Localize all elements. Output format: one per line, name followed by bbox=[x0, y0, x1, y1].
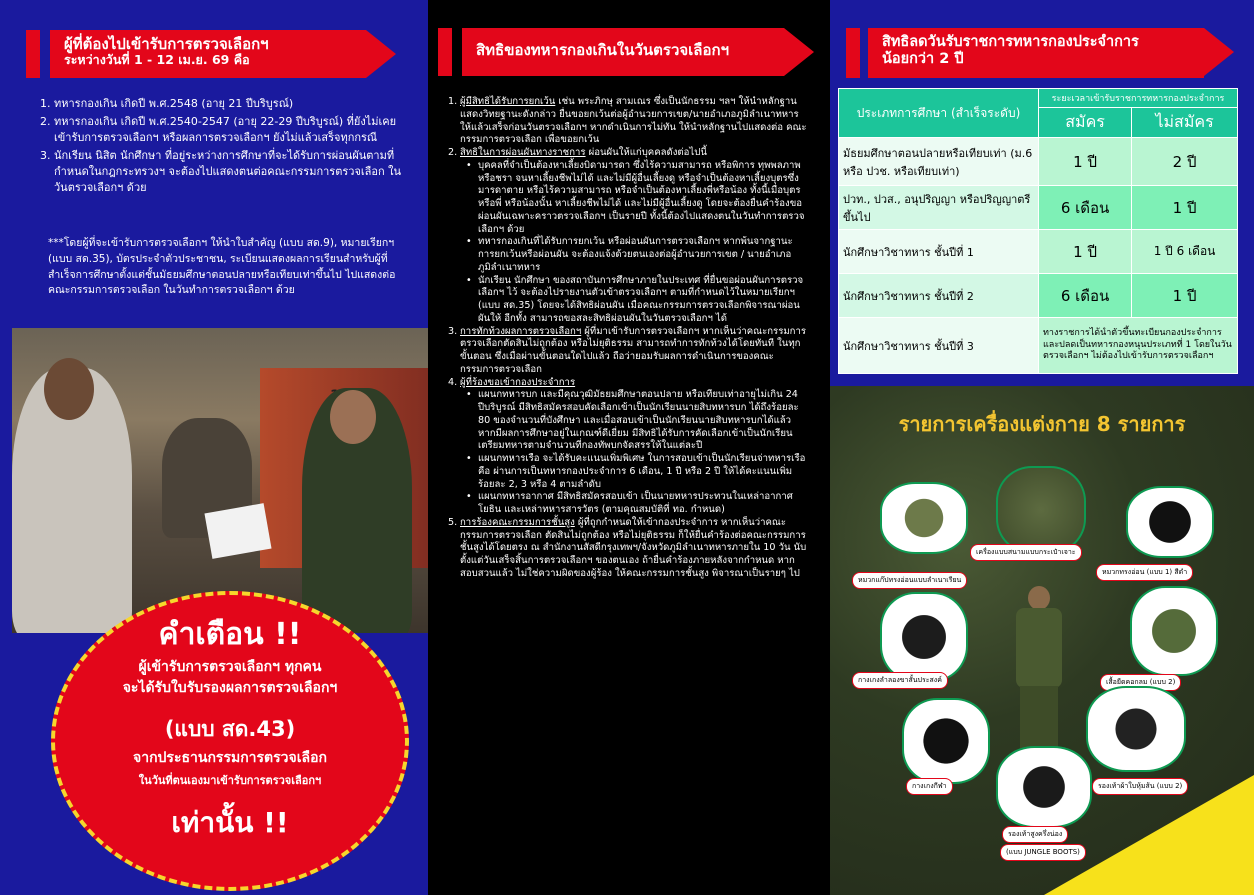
item-text: นักเรียน นิสิต นักศึกษา ที่อยู่ระหว่างการศึกษาที่จะได้รับการผ่อนผันตามที่กำหนดในกฎกระทรวงฯ จะต้องไปแสดงตนต่อคณะกรรมการตรวจเลือก ในวันตรวจเลือกฯ ด้วย bbox=[54, 148, 402, 194]
col-apply: สมัคร bbox=[1039, 108, 1132, 138]
jungle-boots-label: รองเท้าสูงครึ่งน่อง bbox=[1002, 826, 1068, 843]
col-education-type: ประเภทการศึกษา (สำเร็จระดับ) bbox=[839, 89, 1039, 138]
item-number: 2. bbox=[40, 114, 51, 128]
uniform-title: รายการเครื่องแต่งกาย 8 รายการ bbox=[898, 412, 1186, 436]
panel3-header bbox=[846, 28, 1226, 78]
panel-who-must-attend bbox=[0, 0, 428, 895]
sport-pants-label: กางเกงกีฬา bbox=[906, 778, 953, 795]
officer-head bbox=[330, 390, 376, 444]
rights-section-4 bbox=[448, 377, 808, 390]
bullet-dot-icon: • bbox=[466, 274, 472, 286]
row-noapply: 1 ปี bbox=[1132, 274, 1238, 318]
section-heading: สิทธิในการผ่อนผันทางราชการ bbox=[460, 147, 586, 158]
rights-text bbox=[448, 96, 808, 581]
table-header-row bbox=[839, 89, 1238, 108]
warning-from: จากประธานกรรมการตรวจเลือก bbox=[133, 750, 327, 766]
bullet-item bbox=[448, 389, 808, 453]
warning-line1-text: ผู้เข้ารับการตรวจเลือกฯ ทุกคน bbox=[138, 659, 322, 675]
header-title-box bbox=[50, 30, 366, 78]
warning-form: (แบบ สด.43) bbox=[164, 717, 296, 741]
corner-accent-triangle bbox=[1044, 775, 1254, 895]
row-type: มัธยมศึกษาตอนปลายหรือเทียบเท่า (ม.6 หรือ ปวช. หรือเทียบเท่า) bbox=[839, 138, 1039, 186]
row-noapply: 2 ปี bbox=[1132, 138, 1238, 186]
table-row bbox=[839, 186, 1238, 230]
header-title-box bbox=[868, 28, 1204, 78]
shorts-label: กางเกงลำลองขาสั้นประสงค์ bbox=[852, 672, 948, 689]
section-body bbox=[460, 147, 707, 160]
attendee-list bbox=[40, 96, 405, 198]
list-item bbox=[40, 96, 405, 112]
panel-rights bbox=[428, 0, 830, 895]
section-heading: การทักท้วงผลการตรวจเลือกฯ bbox=[460, 325, 582, 337]
rights-section-1 bbox=[448, 96, 808, 147]
table-row bbox=[839, 274, 1238, 318]
beret-label: หมวกทรงอ่อน (แบบ 1) สีดำ bbox=[1096, 564, 1193, 581]
warning-day: ในวันที่ตนเองมาเข้ารับการตรวจเลือกฯ bbox=[138, 774, 322, 787]
section-number: 1. bbox=[448, 96, 458, 107]
row-apply: 1 ปี bbox=[1039, 230, 1132, 274]
field-shirt-image bbox=[996, 466, 1086, 554]
beret-image bbox=[1126, 486, 1214, 558]
table-row bbox=[839, 138, 1238, 186]
list-item bbox=[40, 148, 405, 196]
cap-label: หมวกแก๊ปทรงอ่อนแบบลำเนาเรียน bbox=[852, 572, 967, 589]
shorts-image bbox=[880, 592, 968, 682]
panel1-title: ผู้ที่ต้องไปเข้ารับการตรวจเลือกฯ bbox=[64, 35, 269, 53]
col-service-period: ระยะเวลาเข้ารับราชการทหารกองประจำการ bbox=[1039, 89, 1238, 108]
bullet-dot-icon: • bbox=[466, 236, 472, 248]
uniform-section bbox=[830, 386, 1254, 895]
bullet-text: ทหารกองเกินที่ได้รับการยกเว้น หรือผ่อนผันการตรวจเลือกฯ หากพ้นจากฐานะ การยกเว้นหรือผ่อนผัน จะต้องแจ้งด้วยตนเองต่อผู้อำนวยการเขต / นายอำเภอภูมิลำเนาทหาร bbox=[478, 236, 793, 273]
panel1-header bbox=[22, 30, 382, 78]
row-apply: 1 ปี bbox=[1039, 138, 1132, 186]
list-item bbox=[40, 114, 405, 146]
panel1-subtitle: ระหว่างวันที่ 1 - 12 เม.ย. 69 คือ bbox=[64, 52, 250, 68]
section-body bbox=[460, 517, 808, 581]
field-shirt-label: เครื่องแบบสนามแบบกระเป๋าเจาะ bbox=[970, 544, 1082, 561]
tshirt-image bbox=[1130, 586, 1218, 676]
col-noapply: ไม่สมัคร bbox=[1132, 108, 1238, 138]
section-body bbox=[460, 326, 808, 377]
header-accent-bar bbox=[26, 30, 40, 78]
row-noapply: 1 ปี bbox=[1132, 186, 1238, 230]
section-text: ผู้ที่ถูกกำหนดให้เข้ากองประจำการ หากเห็นว่าคณะกรรมการตรวจเลือก ตัดสินไม่ถูกต้อง หรือไม่ยุติธรรม ก็ให้ยื่นคำร้องต่อคณะกรรมการชั้นสูงได้โดยตรง ณ สำนักงานสัสดีกรุงเทพฯ/จังหวัดภูมิลำเนาทหารภายใน 10 วัน นับตั้งแต่วันเสร็จสิ้นการตรวจเลือกฯ ของตนเอง ถ้ายื่นคำร้องภายหลังจากกำหนด หากสอบสวนแล้ว ไม่ใช่ความผิดของผู้ร้อง ให้คณะกรรมการชั้นสูง พิจารณาเป็นรายๆ ไป bbox=[460, 516, 807, 579]
row-noapply: 1 ปี 6 เดือน bbox=[1132, 230, 1238, 274]
sneakers-label: รองเท้าผ้าใบหุ้มส้น (แบบ 2) bbox=[1092, 778, 1188, 795]
panel3-title: สิทธิลดวันรับราชการทหารกองประจำการ bbox=[882, 34, 1139, 50]
bullet-item bbox=[448, 275, 808, 326]
row-apply: 6 เดือน bbox=[1039, 274, 1132, 318]
warning-only: เท่านั้น !! bbox=[171, 806, 289, 839]
section-text: เช่น พระภิกษุ สามเณร ซึ่งเป็นนักธรรม ฯลฯ ให้นำหลักฐานแสดงวิทยฐานะดังกล่าว ยื่นขอยกเว้นต่อผู้อำนวยการเขต/นายอำเภอภูมิลำเนาทหาร ให้แล้วเสร็จก่อนวันตรวจเลือกฯ หากดำเนินการไม่ทัน ให้นำหลักฐานไปแสดงต่อ คณะกรรมการตรวจเลือก เพื่อขอยกเว้น bbox=[460, 96, 807, 146]
rights-section-2 bbox=[448, 147, 808, 160]
section-number: 3. bbox=[448, 325, 458, 337]
item-text: ทหารกองเกิน เกิดปี พ.ศ.2540-2547 (อายุ 22-29 ปีบริบูรณ์) ที่ยังไม่เคยเข้ารับการตรวจเลือกฯ หรือผลการตรวจเลือกฯ ยังไม่แล้วเสร็จทุกกรณี bbox=[54, 114, 397, 144]
table-row bbox=[839, 230, 1238, 274]
jungle-boots-type-label: (แบบ JUNGLE BOOTS) bbox=[1000, 844, 1086, 861]
bullet-dot-icon: • bbox=[466, 491, 472, 503]
section-heading: การร้องคณะกรรมการชั้นสูง bbox=[460, 516, 575, 528]
row-apply: 6 เดือน bbox=[1039, 186, 1132, 230]
bullet-text: แผนกทหารเรือ จะได้รับคะแนนเพิ่มพิเศษ ในการสอบเข้าเป็นนักเรียนจ่าทหารเรือ คือ ผ่านการเป็นทหารกองประจำการ 6 เดือน, 1 ปี หรือ 2 ปี ให้ได้คะแนนเพิ่มร้อยละ 2, 3 หรือ 4 ตามลำดับ bbox=[478, 453, 806, 490]
bullet-item bbox=[448, 491, 808, 517]
item-number: 3. bbox=[40, 148, 51, 162]
section-heading: ผู้ที่ร้องขอเข้ากองประจำการ bbox=[460, 376, 576, 388]
section-number: 4. bbox=[448, 376, 458, 388]
tshirt-label: เสื้อยืดคอกลม (แบบ 2) bbox=[1100, 674, 1181, 691]
section-text: ผู้ที่มาเข้ารับการตรวจเลือกฯ หากเห็นว่าคณะกรรมการตรวจเลือกตัดสินไม่ถูกต้อง หรือไม่ยุติธรรม สามารถทำการทักท้วงได้โดยทันที ในทุกขั้นตอน ซึ่งเมื่อผ่านขั้นตอนใดไปแล้ว ถือว่ายอมรับผลการดำเนินการของคณะกรรมการตรวจเลือก bbox=[460, 325, 807, 375]
soldier-body bbox=[1016, 608, 1062, 688]
row-type: นักศึกษาวิชาทหาร ชั้นปีที่ 2 bbox=[839, 274, 1039, 318]
soldier-figure bbox=[1008, 586, 1070, 766]
warning-title: คำเตือน !! bbox=[158, 617, 302, 652]
row-type: ปวท., ปวส., อนุปริญญา หรือปริญญาตรีขึ้นไป bbox=[839, 186, 1039, 230]
row-type: นักศึกษาวิชาทหาร ชั้นปีที่ 3 bbox=[839, 318, 1039, 374]
bullet-item bbox=[448, 453, 808, 491]
bullet-dot-icon: • bbox=[466, 453, 472, 464]
section-number: 2. bbox=[448, 147, 458, 158]
rights-section-3 bbox=[448, 326, 808, 377]
warning-line2-text: จะได้รับใบรับรองผลการตรวจเลือกฯ bbox=[122, 680, 338, 696]
warning-badge bbox=[51, 591, 409, 891]
table-row bbox=[839, 318, 1238, 374]
bullet-text: บุคคลที่จำเป็นต้องหาเลี้ยงบิดามารดา ซึ่งไร้ความสามารถ หรือพิการ ทุพพลภาพ หรือชรา จนหาเลี้ยงชีพไม่ได้ และไม่มีผู้อื่นเลี้ยงดู หรือจำเป็นต้องหาเลี้ยงบุตรซึ่งมารดาตาย หรือไร้ความสามารถ หรือจำเป็นต้องหาเลี้ยงพี่หรือน้อง ทั้งนี้เมื่อบุตร หรือพี่ หรือน้องนั้น หาเลี้ยงชีพไม่ได้ และไม่มีผู้อื่นเลี้ยงดู โดยจะต้องยื่นคำร้องขอผ่อนผันเฉพาะคราวตรวจเลือกฯ เป็นรายปี ทั้งนี้ต้องไปแสดงตนในวันทำการตรวจเลือกฯ ด้วย bbox=[478, 159, 805, 235]
rights-section-5 bbox=[448, 517, 808, 581]
row-type: นักศึกษาวิชาทหาร ชั้นปีที่ 1 bbox=[839, 230, 1039, 274]
header-accent-bar bbox=[846, 28, 860, 78]
cap-image bbox=[880, 482, 968, 554]
sneakers-image bbox=[1086, 686, 1186, 772]
section-text: ผ่อนผันให้แก่บุคคลดังต่อไปนี้ bbox=[585, 147, 707, 158]
panel2-header bbox=[438, 28, 808, 76]
bullet-text: นักเรียน นักศึกษา ของสถาบันการศึกษาภายในประเทศ ที่ยื่นขอผ่อนผันการตรวจเลือกฯ ไว้ จะต้องไปรายงานตัวเข้าตรวจเลือกฯ ตามที่กำหนดไว้ในหมายเรียกฯ (แบบ สด.35) โดยจะได้สิทธิผ่อนผัน เมื่อคณะกรรมการตรวจเลือกพิจารณาผ่อนผันให้ อีกทั้ง สามารถขอสละสิทธิผ่อนผันในวันตรวจเลือกฯ ได้ bbox=[478, 274, 804, 324]
section-number: 5. bbox=[448, 516, 458, 528]
panel-service-reduction bbox=[830, 0, 1254, 895]
bullet-item bbox=[448, 236, 808, 274]
soldier-head bbox=[1028, 586, 1050, 610]
registration-photo bbox=[12, 328, 430, 633]
warning-line1 bbox=[55, 657, 405, 699]
header-accent-bar bbox=[438, 28, 452, 76]
bullet-item bbox=[448, 160, 808, 237]
bullet-text: แผนกทหารอากาศ มีสิทธิสมัครสอบเข้า เป็นนายทหารประทวนในเหล่าอากาศโยธิน และเหล่าทหารสารวัตร (ตามคุณสมบัติที่ ทอ. กำหนด) bbox=[478, 491, 793, 515]
sport-pants-image bbox=[902, 698, 990, 784]
item-number: 1. bbox=[40, 97, 51, 110]
panel3-subtitle: น้อยกว่า 2 ปี bbox=[882, 50, 964, 67]
service-reduction-table bbox=[838, 88, 1238, 374]
panel2-title: สิทธิของทหารกองเกินในวันตรวจเลือกฯ bbox=[462, 28, 784, 76]
bullet-text: แผนกทหารบก และมีคุณวุฒิมัธยมศึกษาตอนปลาย หรือเทียบเท่าอายุไม่เกิน 24 ปีบริบูรณ์ มีสิทธิสมัครสอบคัดเลือกเข้าเป็นนักเรียนนายสิบทหารบก ได้ถึงร้อยละ 80 ของจำนวนที่บังศึกษา และเมื่อสอบเข้าเป็นนักเรียนนายสิบทหารบกได้แล้ว หากมีผลการศึกษาอยู่ในเกณฑ์ดีเยี่ยม มีสิทธิได้รับการคัดเลือกเข้าเป็นนักเรียนเตรียมทหารตามจำนวนที่กองทัพบกจัดสรรให้ในแต่ละปี bbox=[478, 389, 799, 452]
young-man-head bbox=[44, 358, 94, 420]
section-heading: ผู้มีสิทธิได้รับการยกเว้น bbox=[460, 96, 556, 107]
documents-note: ***โดยผู้ที่จะเข้ารับการตรวจเลือกฯ ให้นำใบสำคัญ (แบบ สด.9), หมายเรียกฯ (แบบ สด.35), บัตรประจำตัวประชาชน, ระเบียนแสดงผลการเรียนสำหรับผู้ที่สำเร็จการศึกษาตั้งแต่ชั้นมัธยมศึกษาตอนปลายหรือเทียบเท่าขึ้นไป ไปแสดงต่อคณะกรรมการตรวจเลือก ในวันทำการตรวจเลือกฯ ด้วย bbox=[48, 237, 396, 297]
section-body bbox=[460, 96, 808, 147]
bullet-dot-icon: • bbox=[466, 389, 472, 401]
bullet-dot-icon: • bbox=[466, 159, 472, 171]
row-merged-note: ทางราชการได้นำตัวขึ้นทะเบียนกองประจำการ และปลดเป็นทหารกองหนุนประเภทที่ 1 โดยในวันตรวจเลือกฯ ไม่ต้องไปเข้ารับการตรวจเลือกฯ bbox=[1039, 318, 1238, 374]
item-text: ทหารกองเกิน เกิดปี พ.ศ.2548 (อายุ 21 ปีบริบูรณ์) bbox=[54, 97, 294, 110]
